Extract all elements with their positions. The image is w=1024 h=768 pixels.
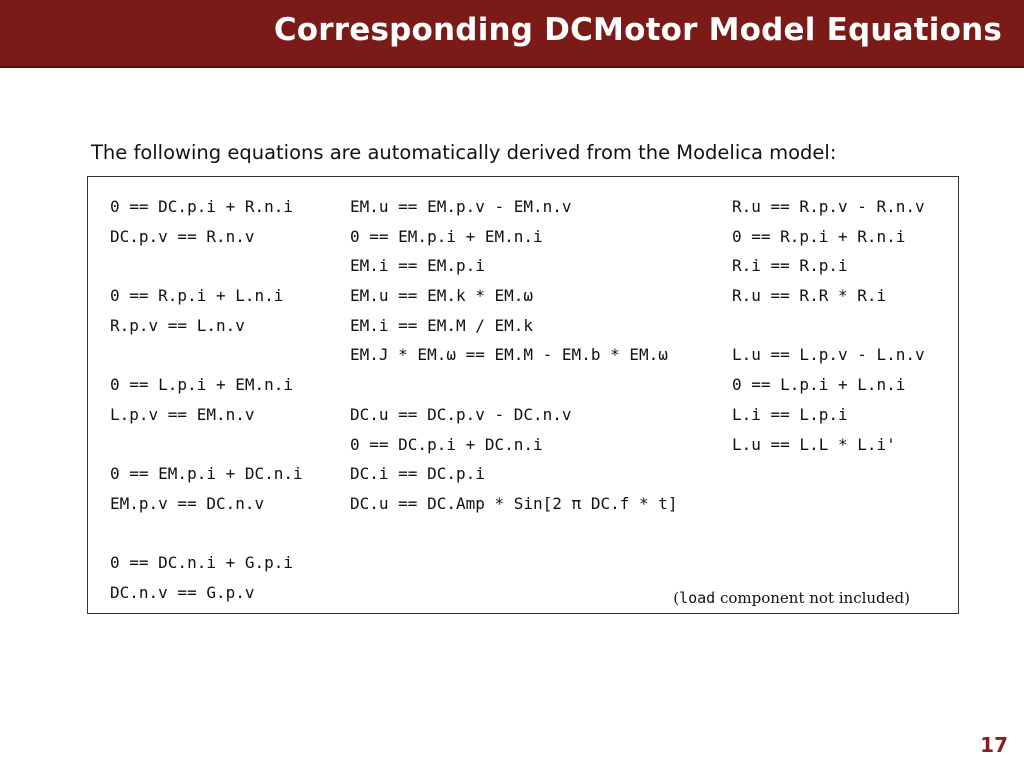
equation-line: DC.p.v == R.n.v (110, 226, 255, 246)
equation-line: 0 == L.p.i + L.n.i (732, 375, 906, 395)
equation-line: EM.i == EM.M / EM.k (350, 315, 534, 335)
intro-text: The following equations are automatically derived from the Modelica model: (91, 141, 837, 164)
equation-line: 0 == EM.p.i + DC.n.i (110, 464, 303, 484)
equation-line: DC.i == DC.p.i (350, 464, 485, 484)
equation-line: L.u == L.p.v - L.n.v (732, 345, 925, 365)
equations-column-middle (350, 192, 678, 519)
equation-line (110, 251, 303, 281)
equation-line: EM.u == EM.p.v - EM.n.v (350, 197, 572, 216)
equation-line: 0 == DC.p.i + R.n.i (110, 197, 294, 216)
equation-line: R.u == R.R * R.i (732, 286, 887, 306)
equation-line: EM.i == EM.p.i (350, 256, 485, 276)
equation-line: R.u == R.p.v - R.n.v (732, 197, 925, 216)
title-bar (0, 0, 1024, 68)
page-number: 17 (980, 733, 1008, 757)
equation-line: DC.n.v == G.p.v (110, 582, 255, 602)
equation-line: DC.u == DC.p.v - DC.n.v (350, 404, 572, 424)
equations-column-right (732, 192, 925, 459)
load-note (673, 589, 910, 607)
equations-column-left (110, 192, 303, 608)
equation-line: L.i == L.p.i (732, 404, 848, 424)
equation-line: 0 == R.p.i + R.n.i (732, 226, 906, 246)
equation-line (110, 519, 303, 549)
equation-line: 0 == DC.n.i + G.p.i (110, 553, 294, 573)
note-open-paren: ( (673, 589, 680, 607)
equation-line: R.i == R.p.i (732, 256, 848, 276)
equation-line: R.p.v == L.n.v (110, 315, 245, 335)
equation-line (110, 340, 303, 370)
equation-line: 0 == L.p.i + EM.n.i (110, 375, 294, 395)
equation-line: 0 == R.p.i + L.n.i (110, 286, 284, 306)
equation-line: EM.u == EM.k * EM.ω (350, 286, 534, 306)
equation-line: L.u == L.L * L.i' (732, 434, 896, 454)
equation-line: EM.J * EM.ω == EM.M - EM.b * EM.ω (350, 345, 668, 365)
equation-line (350, 370, 678, 400)
equation-line (110, 430, 303, 460)
slide-title: Corresponding DCMotor Model Equations (273, 12, 1002, 48)
equation-line: DC.u == DC.Amp * Sin[2 π DC.f * t] (350, 493, 678, 513)
equation-line: L.p.v == EM.n.v (110, 404, 255, 424)
equations-box (87, 176, 959, 614)
equation-line: 0 == DC.p.i + DC.n.i (350, 434, 543, 454)
equation-line (732, 311, 925, 341)
note-text: component not included) (715, 589, 910, 607)
equation-line: EM.p.v == DC.n.v (110, 493, 265, 513)
equation-line: 0 == EM.p.i + EM.n.i (350, 226, 543, 246)
note-code: load (679, 589, 716, 607)
